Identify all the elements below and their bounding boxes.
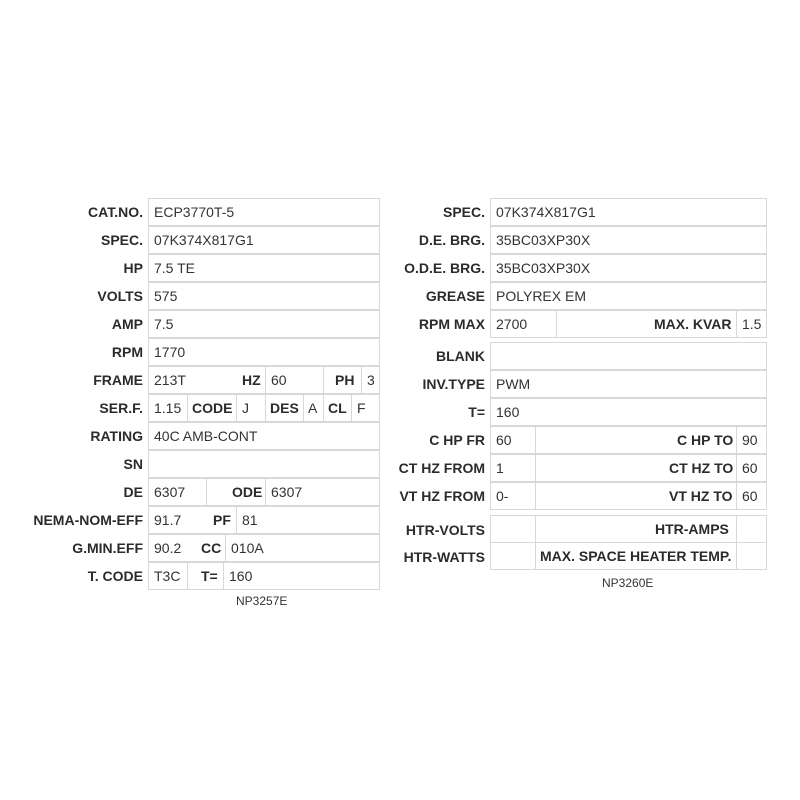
r-t-eq-value: 160 <box>490 398 767 426</box>
des-value: A <box>308 400 318 416</box>
ode-label: ODE <box>232 484 263 500</box>
nema-nom-eff-label: NEMA-NOM-EFF <box>33 512 143 528</box>
rating-label: RATING <box>90 428 143 444</box>
nameplate-caption: NP3257E <box>236 594 288 608</box>
t-code-value: T3C <box>154 568 181 584</box>
sn-label: SN <box>123 456 143 472</box>
vt-hz-row <box>490 482 767 510</box>
t-eq-value: 160 <box>229 568 253 584</box>
hz-value: 60 <box>271 372 287 388</box>
spec-value: 07K374X817G1 <box>148 226 380 254</box>
gmin-eff-value: 90.2 <box>154 540 182 556</box>
r-spec-label: SPEC. <box>442 204 485 220</box>
code-label: CODE <box>192 400 233 416</box>
blank-value <box>490 342 767 370</box>
vt-hz-from-value: 0- <box>496 488 509 504</box>
htr-amps-label: HTR-AMPS <box>655 521 729 537</box>
ph-value: 3 <box>367 372 375 388</box>
c-hp-fr-label: C HP FR <box>429 432 485 448</box>
t-eq-label: T= <box>201 568 218 584</box>
hp-label: HP <box>123 260 143 276</box>
serf-label: SER.F. <box>99 400 143 416</box>
ct-hz-to-label: CT HZ TO <box>669 460 734 476</box>
vt-hz-from-label: VT HZ FROM <box>399 488 485 504</box>
grease-value: POLYREX EM <box>490 282 767 310</box>
htr-watts-label: HTR-WATTS <box>403 549 485 565</box>
rpm-max-row <box>490 310 767 338</box>
r-spec-value: 07K374X817G1 <box>490 198 767 226</box>
frame-value: 213T <box>154 372 186 388</box>
max-space-heater-temp-label: MAX. SPACE HEATER TEMP. <box>540 548 732 564</box>
volts-value: 575 <box>148 282 380 310</box>
rating-value: 40C AMB-CONT <box>148 422 380 450</box>
grease-label: GREASE <box>425 288 485 304</box>
cc-label: CC <box>201 540 222 556</box>
hp-value: 7.5 TE <box>148 254 380 282</box>
c-hp-row <box>490 426 767 454</box>
inv-type-label: INV.TYPE <box>422 376 485 392</box>
ct-hz-from-value: 1 <box>496 460 504 476</box>
ct-hz-from-label: CT HZ FROM <box>398 460 485 476</box>
de-brg-label: D.E. BRG. <box>418 232 485 248</box>
inv-type-value: PWM <box>490 370 767 398</box>
pf-value: 81 <box>242 512 258 528</box>
cl-label: CL <box>328 400 347 416</box>
de-label: DE <box>123 484 143 500</box>
max-kvar-label: MAX. KVAR <box>654 316 732 332</box>
nema-nom-eff-value: 91.7 <box>154 512 182 528</box>
c-hp-to-label: C HP TO <box>677 432 734 448</box>
ode-brg-label: O.D.E. BRG. <box>404 260 485 276</box>
t-code-label: T. CODE <box>87 568 143 584</box>
frame-label: FRAME <box>93 372 143 388</box>
de-brg-value: 35BC03XP30X <box>490 226 767 254</box>
des-label: DES <box>270 400 299 416</box>
ode-brg-value: 35BC03XP30X <box>490 254 767 282</box>
rpm-max-value: 2700 <box>496 316 528 332</box>
htr-volts-row <box>490 515 767 543</box>
rpm-value: 1770 <box>148 338 380 366</box>
hz-label: HZ <box>242 372 261 388</box>
r-t-eq-label: T= <box>468 404 485 420</box>
spec-label: SPEC. <box>100 232 143 248</box>
volts-label: VOLTS <box>97 288 143 304</box>
ct-hz-row <box>490 454 767 482</box>
gmin-eff-label: G.MIN.EFF <box>72 540 143 556</box>
c-hp-fr-value: 60 <box>496 432 512 448</box>
cat-no-value: ECP3770T-5 <box>148 198 380 226</box>
amp-label: AMP <box>111 316 143 332</box>
blank-label: BLANK <box>436 348 485 364</box>
htr-volts-label: HTR-VOLTS <box>405 522 485 538</box>
code-value: J <box>242 400 249 416</box>
de-value: 6307 <box>154 484 186 500</box>
cl-value: F <box>357 400 366 416</box>
max-kvar-value: 1.5 <box>742 316 762 332</box>
pf-label: PF <box>213 512 231 528</box>
cc-value: 010A <box>231 540 264 556</box>
cat-no-label: CAT.NO. <box>88 204 143 220</box>
vt-hz-to-label: VT HZ TO <box>669 488 733 504</box>
serf-value: 1.15 <box>154 400 182 416</box>
ct-hz-to-value: 60 <box>742 460 758 476</box>
vt-hz-to-value: 60 <box>742 488 758 504</box>
rpm-label: RPM <box>111 344 143 360</box>
nameplate-caption-right: NP3260E <box>602 576 654 590</box>
c-hp-to-value: 90 <box>742 432 758 448</box>
ph-label: PH <box>335 372 355 388</box>
ode-value: 6307 <box>271 484 303 500</box>
rpm-max-label: RPM MAX <box>418 316 485 332</box>
amp-value: 7.5 <box>148 310 380 338</box>
htr-watts-row <box>490 542 767 570</box>
